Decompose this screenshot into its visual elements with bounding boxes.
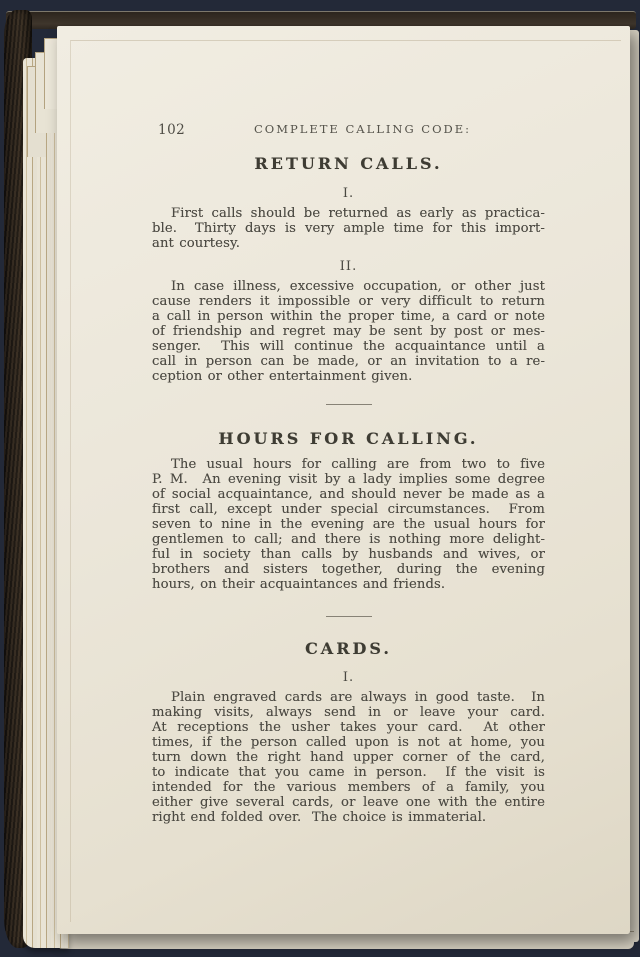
- text-line: to indicate that you came in person. If the visit is: [152, 765, 545, 780]
- text-line: The usual hours for calling are from two to five: [171, 457, 545, 472]
- text-line: ant courtesy.: [152, 236, 241, 251]
- text-line: call in person can be made, or an invitation to a re-: [152, 354, 545, 369]
- text-line: ble. Thirty days is very ample time for this import-: [152, 221, 545, 236]
- section-title-cards: CARDS.: [305, 639, 392, 658]
- text-line: first call, except under special circumstances. From: [152, 502, 545, 517]
- text-line: brothers and sisters together, during the evening: [152, 562, 545, 577]
- text-line: In case illness, excessive occupation, or other just: [171, 279, 545, 294]
- text-line: hours, on their acquaintances and friends.: [152, 577, 446, 592]
- subsection-numeral: II.: [339, 259, 358, 274]
- text-line: gentlemen to call; and there is nothing more delight-: [152, 532, 545, 547]
- text-line: First calls should be returned as early as practica-: [171, 206, 545, 221]
- page-content: [152, 122, 545, 825]
- paragraph-return-calls-2: [152, 279, 545, 384]
- text-line: right end folded over. The choice is immaterial.: [152, 810, 487, 825]
- paragraph-cards-1: [152, 690, 545, 825]
- text-line: At receptions the usher takes your card. At other: [152, 720, 545, 735]
- text-line: cause renders it impossible or very difficult to return: [152, 294, 545, 309]
- text-line: ception or other entertainment given.: [152, 369, 413, 384]
- paragraph-hours-for-calling: [152, 457, 545, 592]
- text-line: ful in society than calls by husbands and wives, or: [152, 547, 545, 562]
- book-page: [57, 26, 630, 934]
- text-line: of friendship and regret may be sent by post or mes-: [152, 324, 545, 339]
- text-line: making visits, always send in or leave your card.: [152, 705, 545, 720]
- page-header: [152, 122, 545, 138]
- text-line: seven to nine in the evening are the usual hours for: [152, 517, 545, 532]
- page-number: 102: [158, 122, 186, 138]
- section-divider: [326, 616, 372, 617]
- text-line: of social acquaintance, and should never be made as a: [152, 487, 545, 502]
- text-line: Plain engraved cards are always in good taste. In: [171, 690, 545, 705]
- text-line: intended for the various members of a family, you: [152, 780, 545, 795]
- text-line: turn down the right hand upper corner of the card,: [152, 750, 545, 765]
- subsection-numeral: I.: [342, 670, 355, 685]
- text-line: P. M. An evening visit by a lady implies some degree: [152, 472, 545, 487]
- subsection-numeral: I.: [342, 186, 355, 201]
- text-line: either give several cards, or leave one with the entire: [152, 795, 545, 810]
- text-line: times, if the person called upon is not at home, you: [152, 735, 545, 750]
- section-divider: [326, 404, 372, 405]
- section-title-hours-for-calling: HOURS FOR CALLING.: [218, 429, 479, 448]
- running-title: COMPLETE CALLING CODE:: [253, 122, 472, 136]
- section-title-return-calls: RETURN CALLS.: [254, 154, 443, 173]
- text-line: a call in person within the proper time, a card or note: [152, 309, 545, 324]
- paragraph-return-calls-1: [152, 206, 545, 251]
- text-line: senger. This will continue the acquaintance until a: [152, 339, 545, 354]
